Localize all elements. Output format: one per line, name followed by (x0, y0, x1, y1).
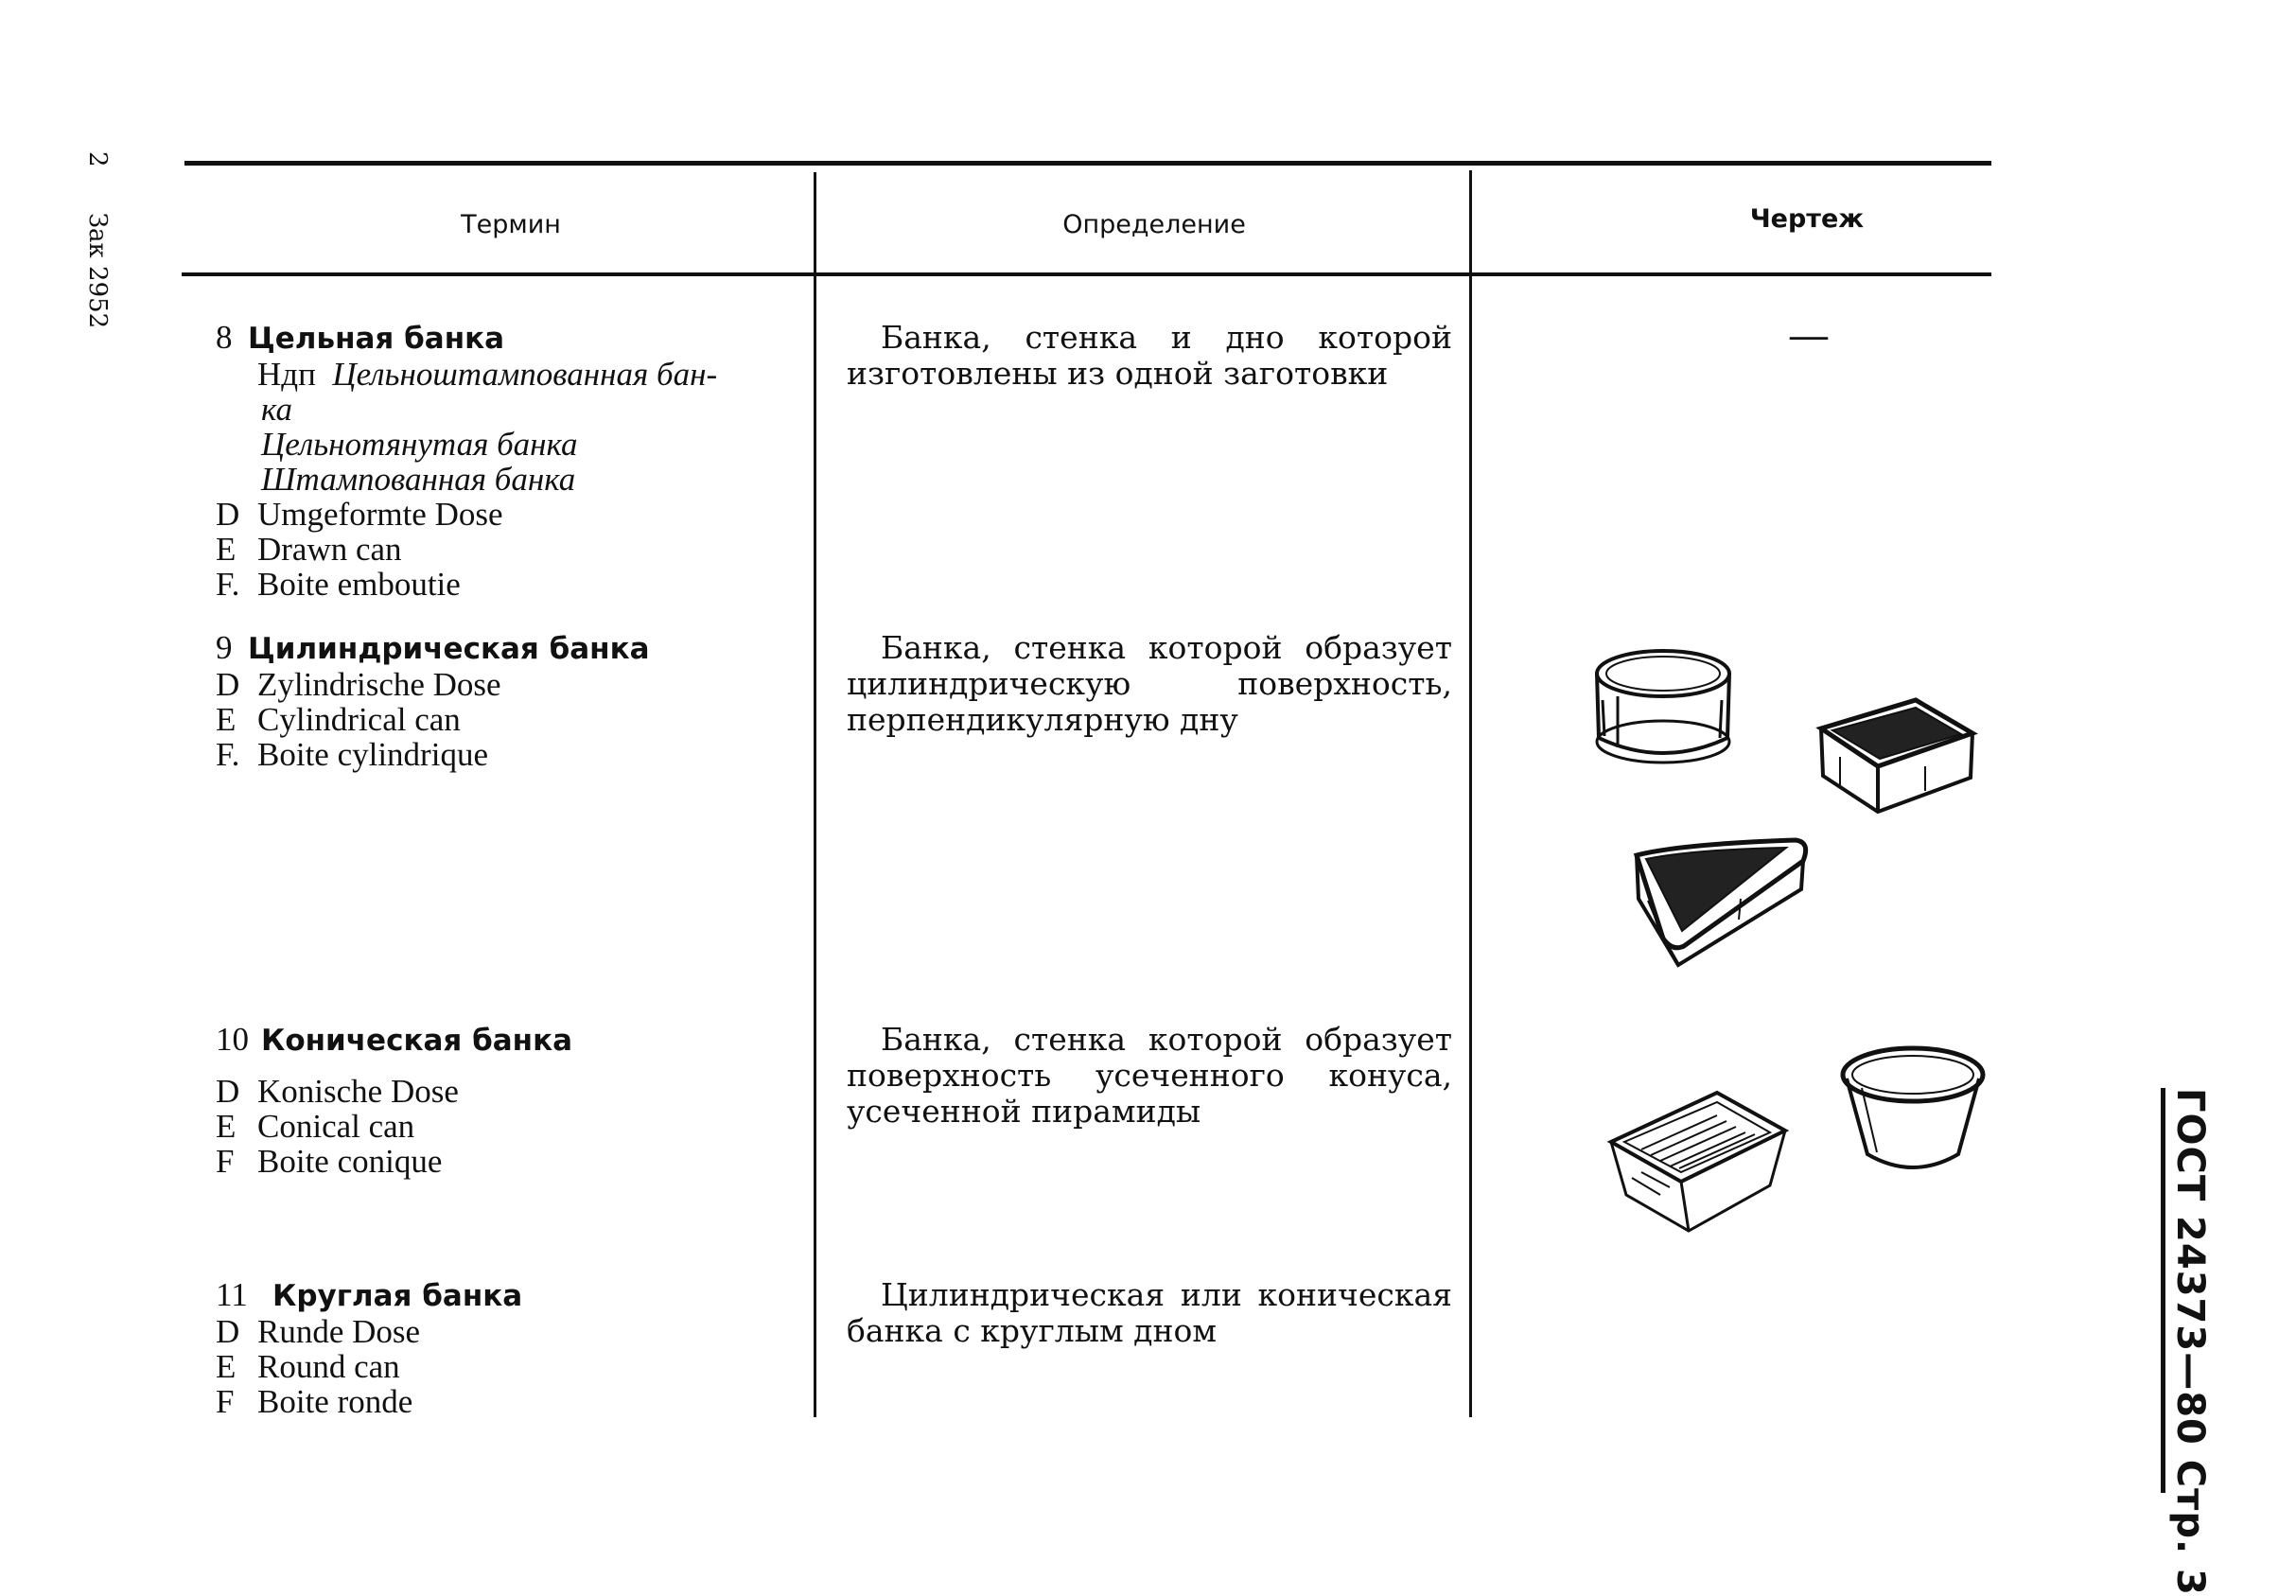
ndp-term: ка (261, 391, 293, 428)
table-top-rule (184, 161, 1991, 166)
lang-code: F (216, 1143, 235, 1180)
conical-round-can-drawing (1835, 1041, 1996, 1183)
term-row-9 (216, 630, 650, 772)
page-number: 2 (83, 151, 112, 167)
lang-code: E (216, 531, 237, 568)
term-english: Drawn can (257, 531, 402, 568)
definition-text: Банка, стенка которой образует поверхность усеченного конуса, усеченной пирамиды (847, 1021, 1452, 1130)
term-title: Цельная банка (248, 322, 505, 356)
header-drawing: Чертеж (1749, 204, 1865, 234)
definition-row-8 (847, 320, 1452, 392)
term-number: 11 (216, 1276, 248, 1313)
triangular-can-drawing (1625, 833, 1814, 974)
lang-code: E (216, 1348, 237, 1385)
gost-label: ГОСТ 24373—80 Стр. 3 (2168, 1088, 2212, 1596)
lang-code: F. (216, 566, 240, 603)
term-german: Zylindrische Dose (257, 666, 501, 703)
term-german: Runde Dose (257, 1313, 421, 1350)
term-title: Круглая банка (272, 1279, 523, 1313)
margin-note (83, 151, 112, 328)
lang-code: D (216, 666, 240, 703)
lang-code: D (216, 1313, 240, 1350)
ndp-term: Цельнотянутая банка (261, 426, 578, 463)
ndp-label: Ндп (257, 356, 316, 393)
lang-code: F. (216, 736, 240, 773)
term-english: Round can (257, 1348, 400, 1385)
gost-bar (2161, 1088, 2165, 1493)
term-number: 9 (216, 629, 233, 666)
term-number: 10 (216, 1021, 249, 1058)
cylindrical-can-drawing (1589, 643, 1741, 776)
header-definition: Определение (1062, 210, 1246, 239)
term-english: Conical can (257, 1108, 415, 1145)
term-english: Cylindrical can (257, 701, 461, 738)
definition-row-10 (847, 1022, 1452, 1130)
definition-text: Цилиндрическая или коническая банка с круглым дном (847, 1276, 1452, 1349)
term-row-8 (216, 320, 717, 602)
term-title: Цилиндрическая банка (248, 632, 650, 666)
term-title: Коническая банка (261, 1024, 573, 1058)
term-row-10 (216, 1022, 572, 1179)
term-french: Boite ronde (257, 1383, 413, 1420)
definition-row-11 (847, 1277, 1452, 1349)
term-french: Boite cylindrique (257, 736, 488, 773)
definition-row-9 (847, 630, 1452, 738)
rectangular-can-drawing (1812, 691, 1982, 823)
column-divider-2 (1469, 170, 1472, 1417)
lang-code: D (216, 1073, 240, 1110)
term-row-11 (216, 1277, 522, 1419)
term-german: Konische Dose (257, 1073, 459, 1110)
definition-text: Банка, стенка которой образует цилиндрическую поверхность, перпендикулярную дну (847, 629, 1452, 738)
term-number: 8 (216, 319, 233, 356)
lang-code: D (216, 496, 240, 533)
lang-code: E (216, 1108, 237, 1145)
ndp-term: Штампованная банка (261, 461, 576, 498)
column-divider-1 (814, 172, 816, 1417)
order-note: Зак 2952 (83, 212, 112, 329)
table-header-rule (182, 272, 1991, 276)
conical-rectangular-can-drawing (1604, 1083, 1793, 1235)
header-term: Термин (461, 210, 561, 239)
term-french: Boite emboutie (257, 566, 461, 603)
term-french: Boite conique (257, 1143, 443, 1180)
lang-code: F (216, 1383, 235, 1420)
ndp-term: Цельноштампованная бан- (332, 356, 718, 393)
lang-code: E (216, 701, 237, 738)
drawing-dash: — (1790, 313, 1828, 356)
term-german: Umgeformte Dose (257, 496, 503, 533)
definition-text: Банка, стенка и дно которой изготовлены из одной заготовки (847, 319, 1452, 392)
